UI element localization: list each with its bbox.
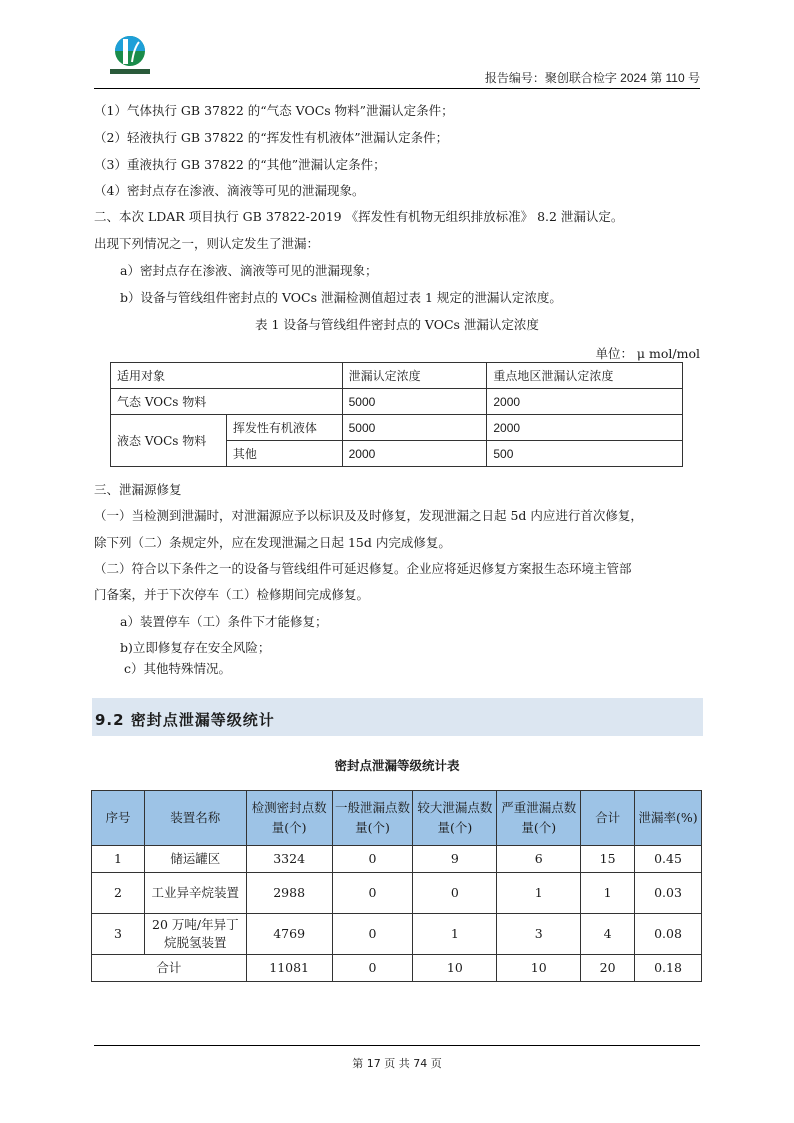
table-cell: 9	[413, 846, 497, 873]
table-cell: 1	[581, 873, 635, 914]
table-cell: 0	[413, 873, 497, 914]
section-title: 9.2 密封点泄漏等级统计	[95, 711, 275, 729]
header-divider	[94, 88, 700, 89]
table-cell: 3324	[246, 846, 332, 873]
table-cell: 10	[497, 955, 581, 982]
table-row	[111, 415, 683, 441]
table-cell: 3	[92, 914, 145, 955]
criteria-item: （4）密封点存在渗液、滴液等可见的泄漏现象。	[94, 183, 365, 198]
table-cell-key-conc: 2000	[487, 389, 683, 415]
table-cell: 0	[332, 955, 413, 982]
table-cell: 0.08	[635, 914, 702, 955]
table-cell: 合计	[92, 955, 247, 982]
table1-caption: 表 1 设备与管线组件密封点的 VOCs 泄漏认定浓度	[255, 317, 539, 332]
table-header-cell: 装置名称	[144, 791, 246, 846]
section2-intro: 出现下列情况之一，则认定发生了泄漏：	[94, 236, 320, 251]
section3-paragraph: （一）当检测到泄漏时，对泄漏源应予以标识及及时修复，发现泄漏之日起 5d 内应进行首次修复，	[94, 508, 643, 523]
table-cell: 2988	[246, 873, 332, 914]
leak-threshold-table	[110, 362, 683, 467]
table-cell-conc: 5000	[342, 389, 487, 415]
table-row	[111, 389, 683, 415]
stats-table-title: 密封点泄漏等级统计表	[334, 758, 460, 773]
section3-heading: 三、泄漏源修复	[94, 482, 182, 497]
section2-item: b）设备与管线组件密封点的 VOCs 泄漏检测值超过表 1 规定的泄漏认定浓度。	[120, 290, 562, 305]
table-cell: 0	[332, 873, 413, 914]
table-cell: 2	[92, 873, 145, 914]
table-header-cell: 一般泄漏点数量(个)	[332, 791, 413, 846]
table-cell-key-conc: 500	[487, 441, 683, 467]
table-header-cell: 较大泄漏点数量(个)	[413, 791, 497, 846]
table-cell-object: 液态 VOCs 物料	[111, 415, 227, 467]
table-cell: 3	[497, 914, 581, 955]
section2-item: a）密封点存在渗液、滴液等可见的泄漏现象；	[120, 263, 378, 278]
table-cell: 4	[581, 914, 635, 955]
table-cell-conc: 2000	[342, 441, 487, 467]
table-row	[92, 873, 702, 914]
table-cell: 11081	[246, 955, 332, 982]
footer-divider	[94, 1045, 700, 1046]
criteria-item: （1）气体执行 GB 37822 的“气态 VOCs 物料”泄漏认定条件；	[94, 103, 454, 118]
table-cell: 6	[497, 846, 581, 873]
table-header-row	[111, 363, 683, 389]
table-cell: 4769	[246, 914, 332, 955]
table-cell: 0.45	[635, 846, 702, 873]
section3-item: b)立即修复存在安全风险；	[120, 640, 271, 655]
table1-unit: 单位： μ mol/mol	[595, 346, 700, 361]
table-cell: 0	[332, 914, 413, 955]
table-header-cell: 检测密封点数量(个)	[246, 791, 332, 846]
section3-paragraph: 除下列（二）条规定外，应在发现泄漏之日起 15d 内完成修复。	[94, 535, 451, 550]
table-row	[92, 914, 702, 955]
table-header-cell: 严重泄漏点数量(个)	[497, 791, 581, 846]
table-cell: 1	[92, 846, 145, 873]
table-cell: 20 万吨/年异丁烷脱氢装置	[144, 914, 246, 955]
table-cell: 15	[581, 846, 635, 873]
section3-item: a）装置停车（工）条件下才能修复；	[120, 614, 328, 629]
table-header-cell: 序号	[92, 791, 145, 846]
table-cell: 储运罐区	[144, 846, 246, 873]
table-cell-object: 气态 VOCs 物料	[111, 389, 343, 415]
section2-heading: 二、本次 LDAR 项目执行 GB 37822-2019 《挥发性有机物无组织排放标准》 8.2 泄漏认定。	[94, 209, 624, 224]
table-cell: 20	[581, 955, 635, 982]
table-header-cell: 重点地区泄漏认定浓度	[487, 363, 683, 389]
table-cell: 工业异辛烷装置	[144, 873, 246, 914]
report-number: 报告编号：聚创联合检字 2024 第 110 号	[484, 71, 700, 85]
table-header-row	[92, 791, 702, 846]
section3-paragraph: 门备案，并于下次停车（工）检修期间完成修复。	[94, 587, 370, 602]
table-header-cell: 泄漏率(%)	[635, 791, 702, 846]
table-total-row	[92, 955, 702, 982]
table-header-cell: 泄漏认定浓度	[342, 363, 487, 389]
leak-grade-stats-table	[91, 790, 702, 982]
table-cell: 0.18	[635, 955, 702, 982]
table-header-cell: 合计	[581, 791, 635, 846]
table-cell: 0.03	[635, 873, 702, 914]
criteria-item: （2）轻液执行 GB 37822 的“挥发性有机液体”泄漏认定条件；	[94, 130, 449, 145]
table-row	[92, 846, 702, 873]
table-cell: 10	[413, 955, 497, 982]
table-cell-sub: 挥发性有机液体	[226, 415, 342, 441]
section3-paragraph: （二）符合以下条件之一的设备与管线组件可延迟修复。企业应将延迟修复方案报生态环境主管部	[94, 561, 632, 576]
page-number: 第 17 页 共 74 页	[352, 1057, 442, 1070]
table-cell-conc: 5000	[342, 415, 487, 441]
table-cell: 0	[332, 846, 413, 873]
table-cell: 1	[497, 873, 581, 914]
table-cell-sub: 其他	[226, 441, 342, 467]
section3-item: c）其他特殊情况。	[124, 661, 232, 676]
table-header-cell: 适用对象	[111, 363, 343, 389]
table-cell-key-conc: 2000	[487, 415, 683, 441]
table-cell: 1	[413, 914, 497, 955]
criteria-item: （3）重液执行 GB 37822 的“其他”泄漏认定条件；	[94, 157, 386, 172]
company-logo	[108, 34, 152, 78]
